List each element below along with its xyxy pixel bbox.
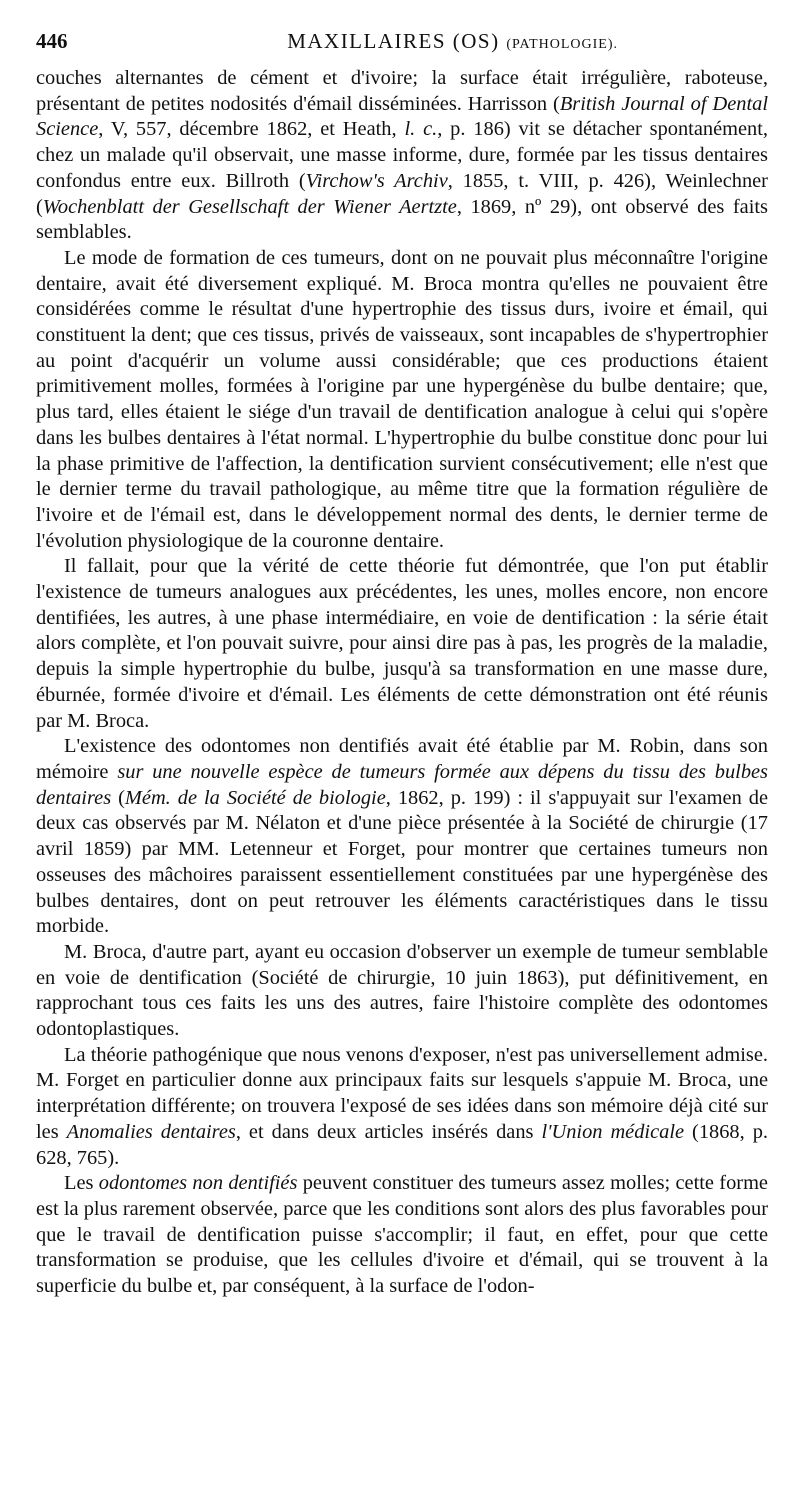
- paragraph: [36, 940, 768, 1043]
- italic-text: sur une nouvelle espèce de tumeurs formée aux dépens du tissu des bulbes dentaires: [36, 760, 768, 809]
- paragraph: [36, 246, 768, 554]
- text-run: La théorie pathogénique que nous venons d'exposer, n'est pas universellement admise. M. Forget en particulier donne aux principaux faits sur lesquels s'appuie M. Broca, une interprétation différente; on trouvera l'exposé de ses idées dans son mémoire déjà cité sur les: [36, 1043, 768, 1143]
- paragraph: [36, 1171, 768, 1300]
- italic-text: British Journal of Dental Science: [36, 92, 768, 141]
- book-page: [36, 28, 768, 1300]
- text-run: Le mode de formation de ces tumeurs, dont on ne pouvait plus méconnaître l'origine dentaire, avait été diversement expliqué. M. Broca montra qu'elles ne pouvaient être considérées comme le résultat d'une hypertrophie des tissus durs, ivoire et émail, qui constituent la dent; que ces tissus, privés de vaisseaux, sont incapables de s'hypertrophier au point d'acquérir un volume aussi considérable; que ces productions étaient primitivement molles, formées à l'origine par une hypergénèse du bulbe dentaire; que, plus tard, elles étaient le siége d'un travail de dentification analogue à celui qui s'opère dans les bulbes dentaires à l'état normal. L'hypertrophie du bulbe constitue donc pour lui la phase primitive de l'affection, la dentification survient consécutivement; elle n'est que le dernier terme du travail pathologique, au même titre que la formation régulière de l'ivoire et de l'émail est, dans le développement normal des dents, le dernier terme de l'évolution physiologique de la couronne dentaire.: [36, 246, 768, 552]
- text-run: (: [111, 786, 125, 809]
- page-header: [36, 28, 768, 58]
- paragraph: [36, 1043, 768, 1172]
- running-title: [287, 28, 618, 58]
- text-run: Il fallait, pour que la vérité de cette théorie fut démontrée, que l'on put établir l'existence de tumeurs analogues aux précédentes, les unes, molles encore, non encore dentifiées, les autres, à une phase intermédiaire, en voie de dentification : la série était alors complète, et l'on pouvait suivre, pour ainsi dire pas à pas, les progrès de la maladie, depuis la simple hypertrophie du bulbe, jusqu'à sa transformation en une masse dure, éburnée, formée d'ivoire et d'émail. Les éléments de cette démonstration ont été réunis par M. Broca.: [36, 555, 768, 732]
- text-run: , 1869, nº 29), ont observé des faits semblables.: [36, 195, 768, 244]
- text-run: , 1855, t. VIII, p. 426), Weinlechner (: [36, 169, 768, 218]
- italic-text: Anomalies dentaires: [66, 1120, 236, 1143]
- italic-text: l'Union médicale: [541, 1120, 685, 1143]
- page-number: 446: [36, 29, 68, 53]
- paragraph: [36, 66, 768, 246]
- text-run: M. Broca, d'autre part, ayant eu occasion d'observer un exemple de tumeur semblable en voie de dentification (Société de chirurgie, 10 juin 1863), put définitivement, en rapprochant tous ces faits les uns des autres, faire l'histoire complète des odontomes odontoplastiques.: [36, 940, 768, 1041]
- text-run: Les: [64, 1172, 99, 1195]
- running-title-main: MAXILLAIRES (OS): [287, 29, 500, 53]
- text-run: , 1862, p. 199) : il s'appuyait sur l'examen de deux cas observés par M. Nélaton et d'une pièce présentée à la Société de chirurgie (17 avril 1859) par MM. Letenneur et Forget, pour montrer que certaines tumeurs non osseuses des mâchoires paraissent essentiellement constituées par une hypergénèse des bulbes dentaires, dont on peut retrouver les éléments caractéristiques dans le tissu morbide.: [36, 786, 769, 938]
- italic-text: odontomes non dentifiés: [98, 1172, 298, 1195]
- text-run: couches alternantes de cément et d'ivoire; la surface était irrégulière, raboteuse, présentant de petites nodosités d'émail disséminées. Harrisson (: [36, 67, 768, 115]
- paragraph: [36, 554, 768, 734]
- body-text: [36, 66, 768, 1300]
- italic-text: Wochenblatt der Gesellschaft der Wiener Aertzte: [42, 195, 457, 218]
- text-run: , p. 186) vit se détacher spontanément, chez un malade qu'il observait, une masse informe, dure, formée par les tissus dentaires confondus entre eux. Billroth (: [36, 118, 768, 192]
- text-run: , V, 557, décembre 1862, et Heath,: [98, 118, 405, 141]
- italic-text: Virchow's Archiv: [305, 169, 448, 192]
- italic-text: l. c.: [404, 118, 438, 141]
- text-run: , et dans deux articles insérés dans: [235, 1120, 542, 1143]
- paragraph: [36, 734, 768, 940]
- running-title-sub: (PATHOLOGIE).: [506, 37, 618, 52]
- text-run: peuvent constituer des tumeurs assez molles; cette forme est la plus rarement observée, parce que les conditions sont alors des plus favorables pour que le travail de dentification puisse s'accomplir; il faut, en effet, pour que cette transformation se produise, que les cellules d'ivoire et d'émail, qui se trouvent à la superficie du bulbe et, par conséquent, à la surface de l'odon-: [36, 1172, 768, 1298]
- italic-text: Mém. de la Société de biologie: [124, 786, 386, 809]
- text-run: L'existence des odontomes non dentifiés avait été établie par M. Robin, dans son mémoire: [36, 735, 768, 783]
- text-run: (1868, p. 628, 765).: [36, 1120, 768, 1169]
